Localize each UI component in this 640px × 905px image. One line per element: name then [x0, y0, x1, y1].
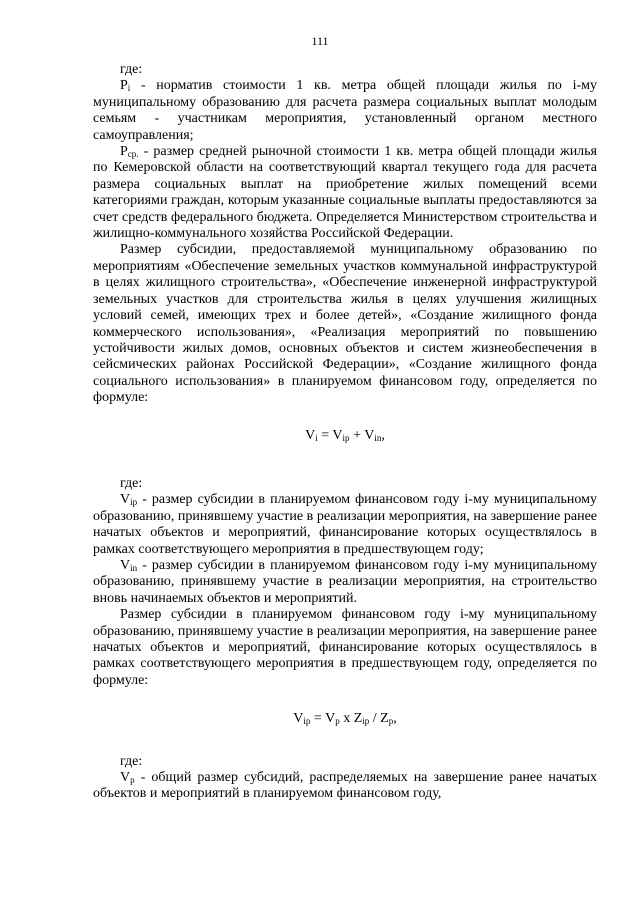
definition-p-i — [93, 78, 597, 144]
subscript-i: i — [127, 83, 131, 94]
symbol-v: V — [120, 770, 131, 786]
formula-vi-lhs: V — [305, 427, 316, 443]
where-label: где: — [120, 475, 143, 491]
definition-p-i-text: - норматив стоимости 1 кв. метра общей площади жилья по i-му муниципальному образованию для расчета размера социальных выплат молодым семьям - участникам мероприятия, установленный органом местного самоуправления; — [93, 78, 597, 143]
definition-v-p-text: - общий размер субсидий, распределяемых на завершение ранее начатых объектов и мероприятий в планируемом финансовом году, — [93, 770, 597, 802]
definition-p-avg — [93, 144, 597, 242]
definition-v-in-text: - размер субсидии в планируемом финансовом году i-му муниципальному образованию, принявшему участие в реализации мероприятия, на строительство вновь начинаемых объектов и мероприятий. — [93, 557, 597, 606]
formula-vip-lhs-sub: ip — [303, 716, 311, 727]
formula-vi-t2-sub: in — [374, 432, 382, 443]
subscript-avg: ср. — [127, 149, 139, 160]
formula-vip-end: , — [393, 711, 397, 727]
subscript-p: p — [130, 775, 135, 786]
formula-vip-t2-sub: ip — [362, 716, 370, 727]
where-label: где: — [120, 62, 143, 77]
formula-vip-lhs: V — [293, 711, 304, 727]
formula-vip — [93, 711, 597, 727]
size-paragraph: Размер субсидии в планируемом финансовом году i-му муниципальному образованию, принявшему участие в реализации мероприятия, на завершение ранее начатых объектов и мероприятий, финансирование которых осуществлялось в рамках соответствующего мероприятия в предшествующем году, определяется по формуле: — [93, 607, 597, 688]
symbol-p: P — [120, 78, 128, 94]
definition-p-avg-text: - размер средней рыночной стоимости 1 кв. метра общей площади жилья по Кемеровской области на соответствующий квартал текущего года для расчета размера социальных выплат на приобретение жилых помещений всеми категориями граждан, которым указанные социальные выплаты предоставляются за счет средств федерального бюджета. Определяется Министерством строительства и жилищно-коммунального хозяйства Российской Федерации. — [93, 144, 597, 242]
formula-vi-end: , — [381, 427, 385, 443]
formula-vip-div: / Z — [369, 711, 389, 727]
document-body — [93, 62, 597, 803]
definition-v-ip-text: - размер субсидии в планируемом финансовом году i-му муниципальному образованию, принявшему участие в реализации мероприятия, на завершение ранее начатых объектов и мероприятий, финансирование которых осуществлялось в рамках соответствующего мероприятия в предшествующем году; — [93, 492, 597, 557]
formula-vip-x: x Z — [339, 711, 363, 727]
formula-vi — [93, 428, 597, 444]
formula-vi-lhs-sub: i — [315, 432, 318, 443]
definition-v-ip — [93, 492, 597, 558]
formula-vip-t3-sub: p — [388, 716, 394, 727]
symbol-v: V — [120, 557, 131, 573]
symbol-v: V — [120, 492, 131, 508]
subscript-in: in — [130, 562, 138, 573]
subscript-ip: ip — [130, 497, 138, 508]
formula-vi-eq: = V — [317, 427, 343, 443]
formula-vip-eq: = V — [310, 711, 336, 727]
formula-vip-t1-sub: p — [335, 716, 340, 727]
formula-vi-t1-sub: ip — [342, 432, 350, 443]
page-number: 111 — [311, 34, 329, 48]
symbol-p: P — [120, 144, 128, 160]
where-label: где: — [120, 753, 143, 769]
subsidy-paragraph: Размер субсидии, предоставляемой муниципальному образованию по мероприятиям «Обеспечение земельных участков коммунальной инфраструктурой в целях жилищного строительства», «Обеспечение инженерной инфраструктурой земельных участков для строительства жилья в целях улучшения жилищных условий семей, имеющих трех и более детей», «Создание жилищного фонда коммерческого использования», «Реализация мероприятий по повышению устойчивости жилых домов, основных объектов и систем жизнеобеспечения в сейсмических районах Российской Федерации», «Создание жилищного фонда социального использования» в планируемом финансовом году, определяется по формуле: — [93, 242, 597, 406]
definition-v-in — [93, 558, 597, 607]
formula-vi-plus: + V — [349, 427, 375, 443]
definition-v-p — [93, 770, 597, 803]
